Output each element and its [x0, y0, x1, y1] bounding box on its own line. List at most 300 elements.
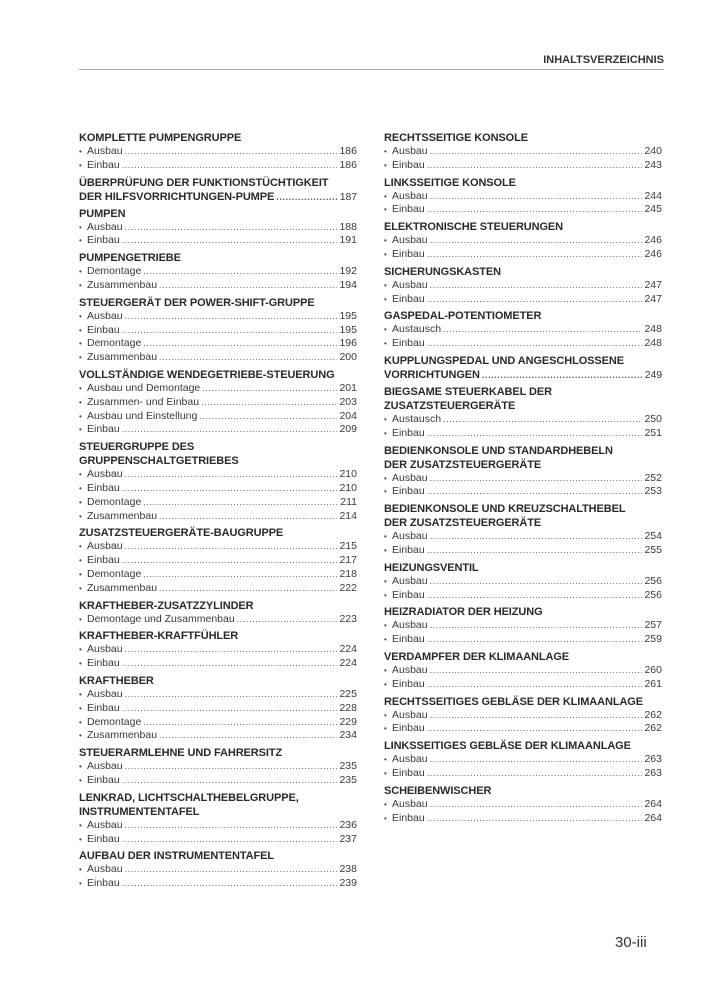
dot-leader: [122, 159, 338, 173]
toc-entry[interactable]: [79, 337, 357, 351]
bullet-icon: •: [384, 813, 387, 823]
bullet-icon: •: [384, 160, 387, 170]
dot-leader: [430, 575, 643, 589]
toc-section: [79, 674, 357, 743]
page-reference[interactable]: 224: [339, 643, 357, 656]
toc-entry[interactable]: [79, 657, 357, 671]
page-reference[interactable]: 200: [339, 351, 357, 364]
entry-label: Ausbau: [392, 471, 428, 484]
toc-section-title: [79, 526, 357, 540]
dot-leader: [430, 145, 643, 159]
entry-label: Einbau: [87, 554, 120, 567]
bullet-icon: •: [384, 249, 387, 259]
entry-label: Einbau: [392, 485, 425, 498]
toc-entry[interactable]: [79, 582, 357, 596]
page-number: 30-iii: [615, 934, 647, 951]
bullet-icon: •: [79, 397, 82, 407]
page-reference[interactable]: 234: [339, 729, 357, 742]
entry-label: Einbau: [87, 877, 120, 890]
toc-entry[interactable]: [384, 485, 662, 499]
section-title-text: STEUERGERÄT DER POWER-SHIFT-GRUPPE: [79, 296, 315, 309]
toc-section: [79, 849, 357, 891]
section-title-text: KRAFTHEBER-ZUSATZZYLINDER: [79, 599, 254, 612]
bullet-icon: •: [79, 820, 82, 830]
running-title: INHALTSVERZEICHNIS: [543, 54, 664, 66]
page-reference[interactable]: 245: [644, 203, 662, 216]
section-title-text: LENKRAD, LICHTSCHALTHEBELGRUPPE,: [79, 791, 299, 804]
toc-entry[interactable]: [79, 265, 357, 279]
page-reference[interactable]: 247: [644, 292, 662, 305]
entry-label: Ausbau: [87, 540, 123, 553]
toc-section-title: [79, 296, 357, 310]
page-reference[interactable]: 196: [339, 337, 357, 350]
bullet-icon: •: [79, 425, 82, 435]
page-reference[interactable]: 225: [339, 687, 357, 700]
entry-label: Ausbau: [87, 760, 123, 773]
toc-section: [79, 746, 357, 788]
page-reference[interactable]: 249: [644, 368, 662, 381]
entry-label: Austausch: [392, 412, 442, 425]
entry-label: Ausbau: [87, 818, 123, 831]
entry-label: Ausbau: [87, 468, 123, 481]
toc-entry[interactable]: [79, 482, 357, 496]
toc-section-title[interactable]: [384, 368, 662, 382]
toc-section: [384, 220, 662, 262]
page-reference[interactable]: 238: [339, 863, 357, 876]
dot-leader: [430, 798, 643, 812]
dot-leader: [430, 530, 643, 544]
section-title-text: DER ZUSATZSTEUERGERÄTE: [384, 458, 542, 471]
bullet-icon: •: [79, 834, 82, 844]
page-reference[interactable]: 229: [339, 715, 357, 728]
page-reference[interactable]: 192: [339, 265, 357, 278]
entry-label: Demontage: [87, 567, 142, 580]
section-title-text: KOMPLETTE PUMPENGRUPPE: [79, 132, 242, 144]
toc-entry[interactable]: [384, 664, 662, 678]
page-reference[interactable]: 195: [339, 323, 357, 336]
entry-label: Ausbau: [392, 663, 428, 676]
dot-leader: [125, 540, 338, 554]
toc-entry[interactable]: [384, 190, 662, 204]
page-reference[interactable]: 251: [644, 426, 662, 439]
section-title-text: DER HILFSVORRICHTUNGEN-PUMPE: [79, 190, 275, 203]
entry-label: Demontage: [87, 265, 142, 278]
toc-entry[interactable]: [79, 279, 357, 293]
entry-label: Einbau: [392, 426, 425, 439]
toc-entry[interactable]: [384, 530, 662, 544]
page-reference[interactable]: 186: [339, 158, 357, 171]
bullet-icon: •: [79, 703, 82, 713]
toc-column-right: [384, 131, 662, 828]
entry-label: Einbau: [392, 247, 425, 260]
toc-entry[interactable]: [79, 396, 357, 410]
bullet-icon: •: [384, 576, 387, 586]
entry-label: Ausbau: [87, 863, 123, 876]
toc-entry[interactable]: [79, 382, 357, 396]
page-reference[interactable]: 250: [644, 412, 662, 425]
dot-leader: [125, 145, 338, 159]
dot-leader: [430, 753, 643, 767]
toc-entry[interactable]: [384, 709, 662, 723]
entry-label: Einbau: [392, 292, 425, 305]
entry-label: Zusammenbau: [87, 509, 158, 522]
bullet-icon: •: [384, 545, 387, 555]
toc-entry[interactable]: [384, 798, 662, 812]
bullet-icon: •: [79, 339, 82, 349]
dot-leader: [427, 427, 643, 441]
entry-label: Ausbau: [392, 145, 428, 157]
dot-leader: [143, 716, 337, 730]
toc-entry[interactable]: [79, 833, 357, 847]
page-reference[interactable]: 240: [644, 145, 662, 157]
toc-section: [384, 176, 662, 218]
dot-leader: [201, 396, 337, 410]
page-reference[interactable]: 256: [644, 588, 662, 601]
dot-leader: [427, 722, 643, 736]
dot-leader: [427, 203, 643, 217]
page-reference[interactable]: 263: [644, 766, 662, 779]
toc-entry[interactable]: [79, 774, 357, 788]
bullet-icon: •: [79, 511, 82, 521]
dot-leader: [122, 774, 338, 788]
toc-section: [384, 385, 662, 441]
bullet-icon: •: [79, 470, 82, 480]
section-title-text: HEIZUNGSVENTIL: [384, 561, 479, 574]
bullet-icon: •: [79, 353, 82, 363]
page-reference[interactable]: 228: [339, 701, 357, 714]
page-reference[interactable]: 237: [339, 832, 357, 845]
toc-section-title: [384, 502, 662, 516]
page-reference[interactable]: 211: [340, 495, 357, 508]
toc-entry[interactable]: [384, 293, 662, 307]
toc-section-title: [384, 385, 662, 399]
toc-entry[interactable]: [79, 613, 357, 627]
page-reference[interactable]: 243: [644, 158, 662, 171]
toc-entry[interactable]: [384, 753, 662, 767]
toc-section-title: [79, 207, 357, 221]
entry-label: Ausbau: [392, 189, 428, 202]
toc-section: [384, 265, 662, 307]
bullet-icon: •: [384, 755, 387, 765]
bullet-icon: •: [79, 325, 82, 335]
bullet-icon: •: [384, 473, 387, 483]
dot-leader: [159, 279, 337, 293]
toc-section-title: [79, 791, 357, 805]
dot-leader: [125, 468, 338, 482]
toc-section: [79, 599, 357, 627]
section-title-text: ELEKTRONISCHE STEUERUNGEN: [384, 221, 564, 234]
toc-entry[interactable]: [384, 575, 662, 589]
page-reference[interactable]: 217: [339, 554, 357, 567]
dot-leader: [159, 351, 337, 365]
toc-entry[interactable]: [79, 760, 357, 774]
toc-section-title: [79, 674, 357, 688]
page-reference[interactable]: 261: [644, 677, 662, 690]
page-reference[interactable]: 187: [339, 190, 357, 203]
page-reference[interactable]: 263: [644, 753, 662, 766]
toc-entry[interactable]: [384, 279, 662, 293]
toc-entry[interactable]: [79, 234, 357, 248]
page-reference[interactable]: 204: [339, 409, 357, 422]
page-reference[interactable]: 239: [339, 877, 357, 890]
section-title-text: LINKSSEITIGE KONSOLE: [384, 176, 516, 189]
toc-entry[interactable]: [79, 145, 357, 159]
toc-entry[interactable]: [79, 310, 357, 324]
toc-entry[interactable]: [79, 554, 357, 568]
page-reference[interactable]: 201: [339, 381, 357, 394]
page-reference[interactable]: 224: [339, 657, 357, 670]
page-reference[interactable]: 252: [644, 471, 662, 484]
bullet-icon: •: [79, 411, 82, 421]
dot-leader: [125, 643, 338, 657]
dot-leader: [122, 657, 338, 671]
page-reference[interactable]: 246: [644, 234, 662, 247]
section-title-text: AUFBAU DER INSTRUMENTENTAFEL: [79, 850, 274, 863]
dot-leader: [427, 293, 643, 307]
section-title-text: RECHTSSEITIGES GEBLÄSE DER KLIMAANLAGE: [384, 695, 643, 708]
toc-entry[interactable]: [79, 468, 357, 482]
dot-leader: [427, 544, 643, 558]
toc-entry[interactable]: [79, 510, 357, 524]
dot-leader: [122, 877, 338, 891]
entry-label: Einbau: [87, 481, 120, 494]
toc-entry[interactable]: [384, 472, 662, 486]
page-reference[interactable]: 262: [644, 722, 662, 735]
toc-entry[interactable]: [79, 351, 357, 365]
page-reference[interactable]: 236: [339, 818, 357, 831]
toc-entry[interactable]: [79, 410, 357, 424]
page-reference[interactable]: 248: [644, 323, 662, 336]
toc-entry[interactable]: [79, 324, 357, 338]
toc-entry[interactable]: [384, 633, 662, 647]
toc-entry[interactable]: [384, 544, 662, 558]
toc-entry[interactable]: [79, 540, 357, 554]
entry-label: Einbau: [392, 766, 425, 779]
page-reference[interactable]: 194: [339, 278, 357, 291]
toc-entry[interactable]: [79, 159, 357, 173]
toc-section-title: [79, 454, 357, 468]
toc-entry[interactable]: [79, 643, 357, 657]
dot-leader: [443, 413, 642, 427]
toc-entry[interactable]: [384, 337, 662, 351]
entry-label: Ausbau: [392, 278, 428, 291]
toc-entry[interactable]: [79, 568, 357, 582]
toc-section-title: [384, 309, 662, 323]
section-title-text: PUMPENGETRIEBE: [79, 252, 181, 265]
toc-entry[interactable]: [384, 427, 662, 441]
page-reference[interactable]: 246: [644, 247, 662, 260]
toc-entry[interactable]: [79, 819, 357, 833]
toc-section: [384, 739, 662, 781]
page-reference[interactable]: 235: [339, 773, 357, 786]
dot-leader: [427, 812, 643, 826]
toc-section: [384, 131, 662, 173]
entry-label: Demontage: [87, 715, 142, 728]
page-reference[interactable]: 203: [339, 395, 357, 408]
page-reference[interactable]: 214: [339, 509, 357, 522]
toc-section: [384, 354, 662, 382]
page-reference[interactable]: 191: [339, 234, 357, 247]
dot-leader: [122, 324, 338, 338]
toc-entry[interactable]: [79, 863, 357, 877]
entry-label: Ausbau und Demontage: [87, 381, 201, 394]
entry-label: Einbau: [87, 323, 120, 336]
toc-section: [79, 176, 357, 204]
toc-entry[interactable]: [79, 877, 357, 891]
bullet-icon: •: [79, 614, 82, 624]
toc-entry[interactable]: [79, 221, 357, 235]
bullet-icon: •: [79, 311, 82, 321]
toc-section: [79, 368, 357, 437]
toc-section-title: [384, 605, 662, 619]
toc-section-title: [79, 176, 357, 190]
section-title-text: GRUPPENSCHALTGETRIEBES: [79, 455, 239, 468]
page-reference[interactable]: 264: [644, 811, 662, 824]
page-reference[interactable]: 195: [339, 309, 357, 322]
dot-leader: [143, 496, 338, 510]
page-reference[interactable]: 256: [644, 574, 662, 587]
dot-leader: [430, 190, 643, 204]
page-reference[interactable]: 253: [644, 485, 662, 498]
bullet-icon: •: [384, 621, 387, 631]
entry-label: Einbau: [87, 423, 120, 436]
page-reference[interactable]: 248: [644, 337, 662, 350]
toc-entry[interactable]: [384, 589, 662, 603]
dot-leader: [427, 767, 643, 781]
toc-entry[interactable]: [79, 729, 357, 743]
page-reference[interactable]: 244: [644, 189, 662, 202]
page-reference[interactable]: 223: [339, 612, 357, 625]
section-title-text: PUMPEN: [79, 207, 126, 220]
toc-entry[interactable]: [79, 702, 357, 716]
toc-entry[interactable]: [79, 688, 357, 702]
bullet-icon: •: [79, 569, 82, 579]
page-reference[interactable]: 259: [644, 633, 662, 646]
page-reference[interactable]: 257: [644, 619, 662, 632]
toc-entry[interactable]: [384, 145, 662, 159]
toc-entry[interactable]: [384, 159, 662, 173]
entry-label: Zusammenbau: [87, 581, 158, 594]
entry-label: Einbau: [392, 337, 425, 350]
dot-leader: [430, 664, 643, 678]
toc-entry[interactable]: [79, 423, 357, 437]
toc-section: [384, 695, 662, 737]
dot-leader: [122, 482, 338, 496]
dot-leader: [159, 729, 337, 743]
entry-label: Einbau: [392, 811, 425, 824]
toc-section-title: [384, 561, 662, 575]
toc-entry[interactable]: [384, 767, 662, 781]
page-reference[interactable]: 222: [339, 581, 357, 594]
entry-label: Einbau: [392, 203, 425, 216]
page-reference[interactable]: 254: [644, 530, 662, 543]
bullet-icon: •: [384, 724, 387, 734]
page-reference[interactable]: 188: [339, 220, 357, 233]
toc-section-title: [384, 354, 662, 368]
toc-entry[interactable]: [384, 323, 662, 337]
toc-section: [384, 502, 662, 558]
toc-section: [79, 296, 357, 365]
entry-label: Demontage und Zusammenbau: [87, 612, 235, 625]
toc-entry[interactable]: [384, 812, 662, 826]
bullet-icon: •: [79, 865, 82, 875]
toc-section-title: [384, 650, 662, 664]
toc-entry[interactable]: [384, 722, 662, 736]
bullet-icon: •: [384, 236, 387, 246]
page-reference[interactable]: 235: [339, 760, 357, 773]
page-reference[interactable]: 262: [644, 708, 662, 721]
page-reference[interactable]: 210: [339, 468, 357, 481]
bullet-icon: •: [384, 280, 387, 290]
toc-section: [79, 526, 357, 595]
section-title-text: VERDAMPFER DER KLIMAANLAGE: [384, 650, 570, 663]
toc-section: [79, 207, 357, 249]
entry-label: Ausbau: [87, 309, 123, 322]
section-title-text: KRAFTHEBER-KRAFTFÜHLER: [79, 630, 239, 643]
section-title-text: SCHEIBENWISCHER: [384, 784, 492, 797]
dot-leader: [199, 410, 337, 424]
bullet-icon: •: [384, 590, 387, 600]
entry-label: Austausch: [392, 323, 442, 336]
page-reference[interactable]: 218: [339, 567, 357, 580]
dot-leader: [430, 279, 643, 293]
section-title-text: KUPPLUNGSPEDAL UND ANGESCHLOSSENE: [384, 354, 624, 367]
toc-section-title: [79, 629, 357, 643]
dot-leader: [125, 310, 338, 324]
toc-section-title[interactable]: [79, 190, 357, 204]
bullet-icon: •: [79, 556, 82, 566]
toc-section-title: [384, 516, 662, 530]
entry-label: Einbau: [392, 722, 425, 735]
bullet-icon: •: [384, 294, 387, 304]
page-reference[interactable]: 247: [644, 278, 662, 291]
toc-entry[interactable]: [384, 248, 662, 262]
section-title-text: BIEGSAME STEUERKABEL DER: [384, 385, 552, 398]
toc-entry[interactable]: [79, 496, 357, 510]
toc-entry[interactable]: [384, 678, 662, 692]
dot-leader: [122, 833, 338, 847]
toc-section: [384, 784, 662, 826]
toc-section-title: [79, 599, 357, 613]
dot-leader: [276, 190, 338, 204]
entry-label: Ausbau: [392, 234, 428, 247]
toc-section: [79, 251, 357, 293]
bullet-icon: •: [79, 689, 82, 699]
entry-label: Zusammenbau: [87, 729, 158, 742]
page-reference[interactable]: 210: [339, 481, 357, 494]
toc-entry[interactable]: [384, 619, 662, 633]
page-reference[interactable]: 215: [339, 540, 357, 553]
toc-entry[interactable]: [384, 203, 662, 217]
bullet-icon: •: [384, 635, 387, 645]
toc-entry[interactable]: [79, 716, 357, 730]
toc-entry[interactable]: [384, 234, 662, 248]
toc-entry[interactable]: [384, 413, 662, 427]
dot-leader: [427, 589, 643, 603]
dot-leader: [443, 323, 642, 337]
dot-leader: [122, 554, 338, 568]
page-reference[interactable]: 260: [644, 663, 662, 676]
entry-label: Einbau: [392, 158, 425, 171]
toc-section-title: [79, 251, 357, 265]
entry-label: Ausbau: [392, 708, 428, 721]
page-reference[interactable]: 264: [644, 797, 662, 810]
dot-leader: [430, 619, 643, 633]
page-reference[interactable]: 186: [339, 145, 357, 157]
entry-label: Zusammenbau: [87, 351, 158, 364]
page-reference[interactable]: 255: [644, 543, 662, 556]
page-reference[interactable]: 209: [339, 423, 357, 436]
